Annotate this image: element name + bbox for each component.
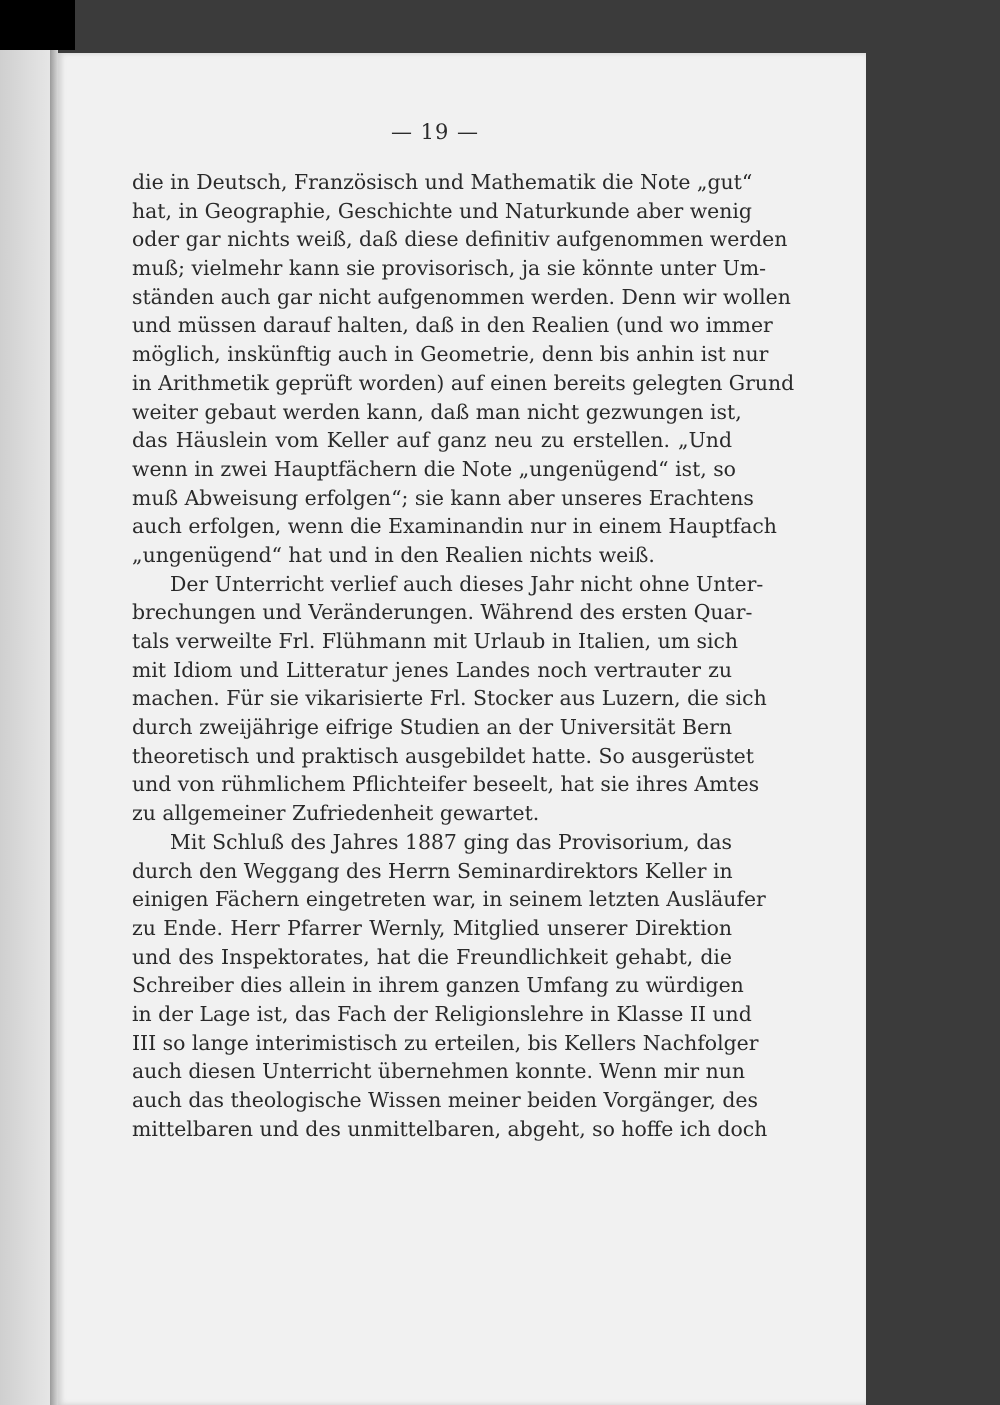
- text-line: auch das theologische Wissen meiner beiden Vorgänger, des: [132, 1088, 758, 1112]
- text-line: tals verweilte Frl. Flühmann mit Urlaub in Italien, um sich: [132, 629, 739, 653]
- text-line: machen. Für sie vikarisierte Frl. Stocker aus Luzern, die sich: [132, 686, 767, 711]
- text-line: und von rühmlichem Pflichteifer beseelt, hat sie ihres Amtes: [132, 772, 760, 797]
- text-line: zu allgemeiner Zufriedenheit gewartet.: [132, 801, 540, 826]
- text-line: brechungen und Veränderungen. Während des ersten Quar-: [132, 600, 753, 625]
- text-line: auch erfolgen, wenn die Examinandin nur in einem Hauptfach: [132, 514, 777, 539]
- text-line: III so lange interimistisch zu erteilen, bis Kellers Nachfolger: [132, 1030, 759, 1055]
- text-line: muß Abweisung erfolgen“; sie kann aber unseres Erachtens: [132, 485, 754, 510]
- text-line: mittelbaren und des unmittelbaren, abgeht, so hoffe ich doch: [132, 1116, 768, 1141]
- text-line: mit Idiom und Litteratur jenes Landes noch vertrauter zu: [132, 657, 732, 682]
- text-line: einigen Fächern eingetreten war, in seinem letzten Ausläufer: [132, 887, 766, 912]
- text-line: zu Ende. Herr Pfarrer Wernly, Mitglied unserer Direktion: [132, 915, 732, 940]
- text-line: das Häuslein vom Keller auf ganz neu zu erstellen. „Und: [132, 428, 732, 453]
- text-line: theoretisch und praktisch ausgebildet hatte. So ausgerüstet: [132, 743, 754, 768]
- text-line: weiter gebaut werden kann, daß man nicht gezwungen ist,: [132, 399, 742, 424]
- text-line: Schreiber dies allein in ihrem ganzen Umfang zu würdigen: [132, 973, 744, 998]
- text-line: in Arithmetik geprüft worden) auf einen bereits gelegten Grund: [132, 370, 795, 395]
- text-line: durch zweijährige eifrige Studien an der Universität Bern: [132, 715, 732, 740]
- text-line: „ungenügend“ hat und in den Realien nichts weiß.: [132, 542, 655, 567]
- text-line: muß; vielmehr kann sie provisorisch, ja sie könnte unter Um-: [132, 256, 767, 281]
- text-line: die in Deutsch, Französisch und Mathematik die Note „gut“: [132, 170, 753, 194]
- text-line: Mit Schluß des Jahres 1887 ging das Provisorium, das: [170, 829, 732, 854]
- text-line: durch den Weggang des Herrn Seminardirektors Keller in: [132, 858, 733, 883]
- book-gutter: [50, 50, 58, 1405]
- text-line: oder gar nichts weiß, daß diese definitiv aufgenommen werden: [132, 227, 788, 252]
- text-line: Der Unterricht verlief auch dieses Jahr nicht ohne Unter-: [170, 571, 764, 596]
- text-line: wenn in zwei Hauptfächern die Note „ungenügend“ ist, so: [132, 456, 736, 481]
- previous-page-edge: [0, 50, 50, 1405]
- text-line: und müssen darauf halten, daß in den Realien (und wo immer: [132, 313, 773, 338]
- text-line: und des Inspektorates, hat die Freundlichkeit gehabt, die: [132, 944, 732, 969]
- page-number: — 19 —: [390, 120, 480, 144]
- scan-border-top: [0, 0, 75, 50]
- text-line: hat, in Geographie, Geschichte und Naturkunde aber wenig: [132, 198, 752, 223]
- text-line: in der Lage ist, das Fach der Religionslehre in Klasse II und: [132, 1001, 752, 1026]
- body-text: [132, 168, 795, 1143]
- text-line: möglich, inskünftig auch in Geometrie, denn bis anhin ist nur: [132, 342, 769, 367]
- text-line: ständen auch gar nicht aufgenommen werden. Denn wir wollen: [132, 284, 791, 309]
- text-line: auch diesen Unterricht übernehmen konnte. Wenn mir nun: [132, 1059, 745, 1084]
